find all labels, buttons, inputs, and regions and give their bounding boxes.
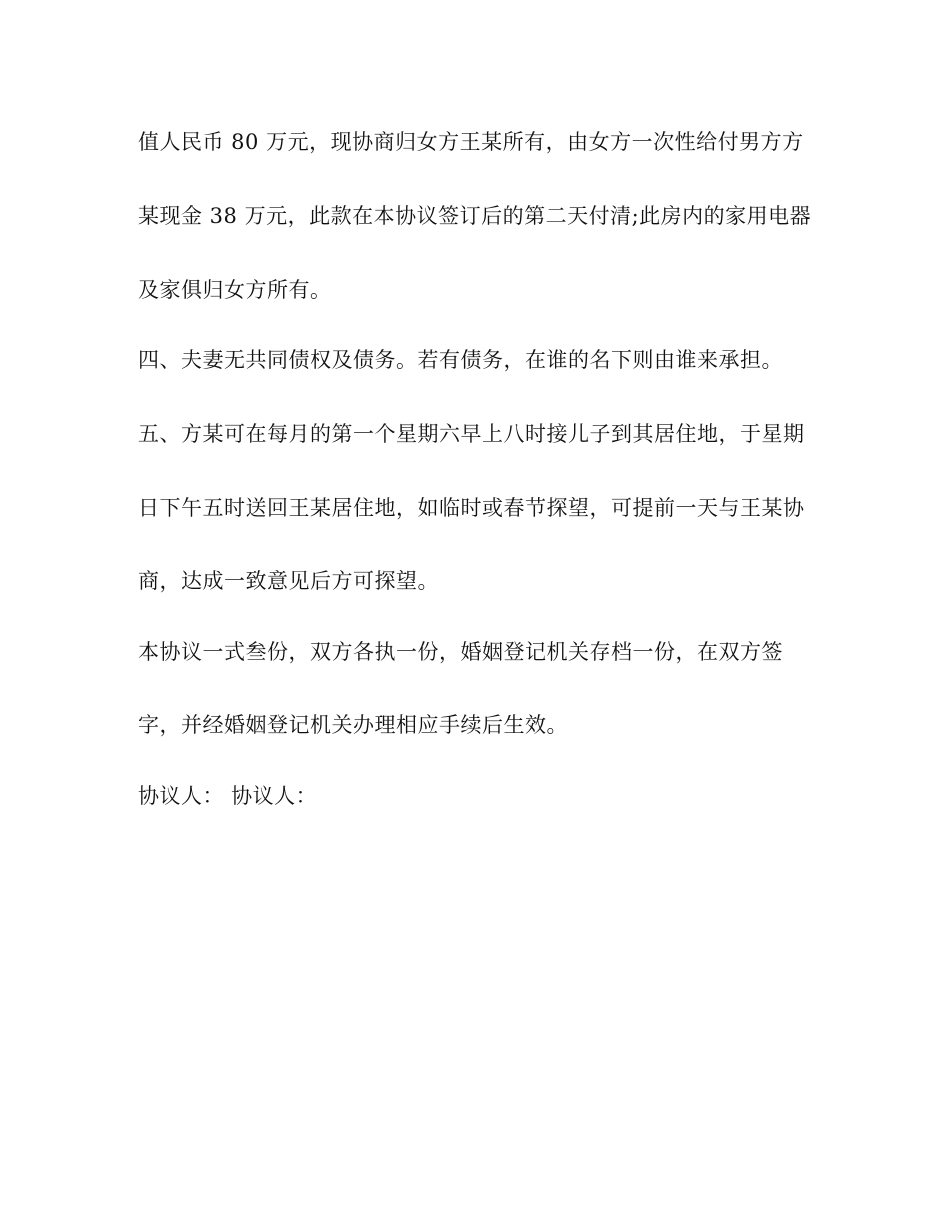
paragraph-4: 四、夫妻无共同债权及债务。若有债务，在谁的名下则由谁来承担。 <box>138 348 783 372</box>
paragraph-3-line-2: 某现金 38 万元，此款在本协议签订后的第二天付清;此房内的家用电器 <box>138 204 812 228</box>
closing-paragraph-line-1: 本协议一式叁份，双方各执一份，婚姻登记机关存档一份，在双方签 <box>138 640 783 664</box>
closing-paragraph-line-2: 字，并经婚姻登记机关办理相应手续后生效。 <box>138 713 568 737</box>
paragraph-5-line-1: 五、方某可在每月的第一个星期六早上八时接儿子到其居住地，于星期 <box>138 422 805 446</box>
paragraph-5-line-2: 日下午五时送回王某居住地，如临时或春节探望，可提前一天与王某协 <box>138 496 805 520</box>
signature-line: 协议人： 协议人： <box>138 784 318 808</box>
paragraph-5-line-3: 商，达成一致意见后方可探望。 <box>138 569 439 593</box>
paragraph-3-line-1: 值人民币 80 万元，现协商归女方王某所有，由女方一次性给付男方方 <box>138 130 804 154</box>
paragraph-3-line-3: 及家俱归女方所有。 <box>138 278 332 302</box>
